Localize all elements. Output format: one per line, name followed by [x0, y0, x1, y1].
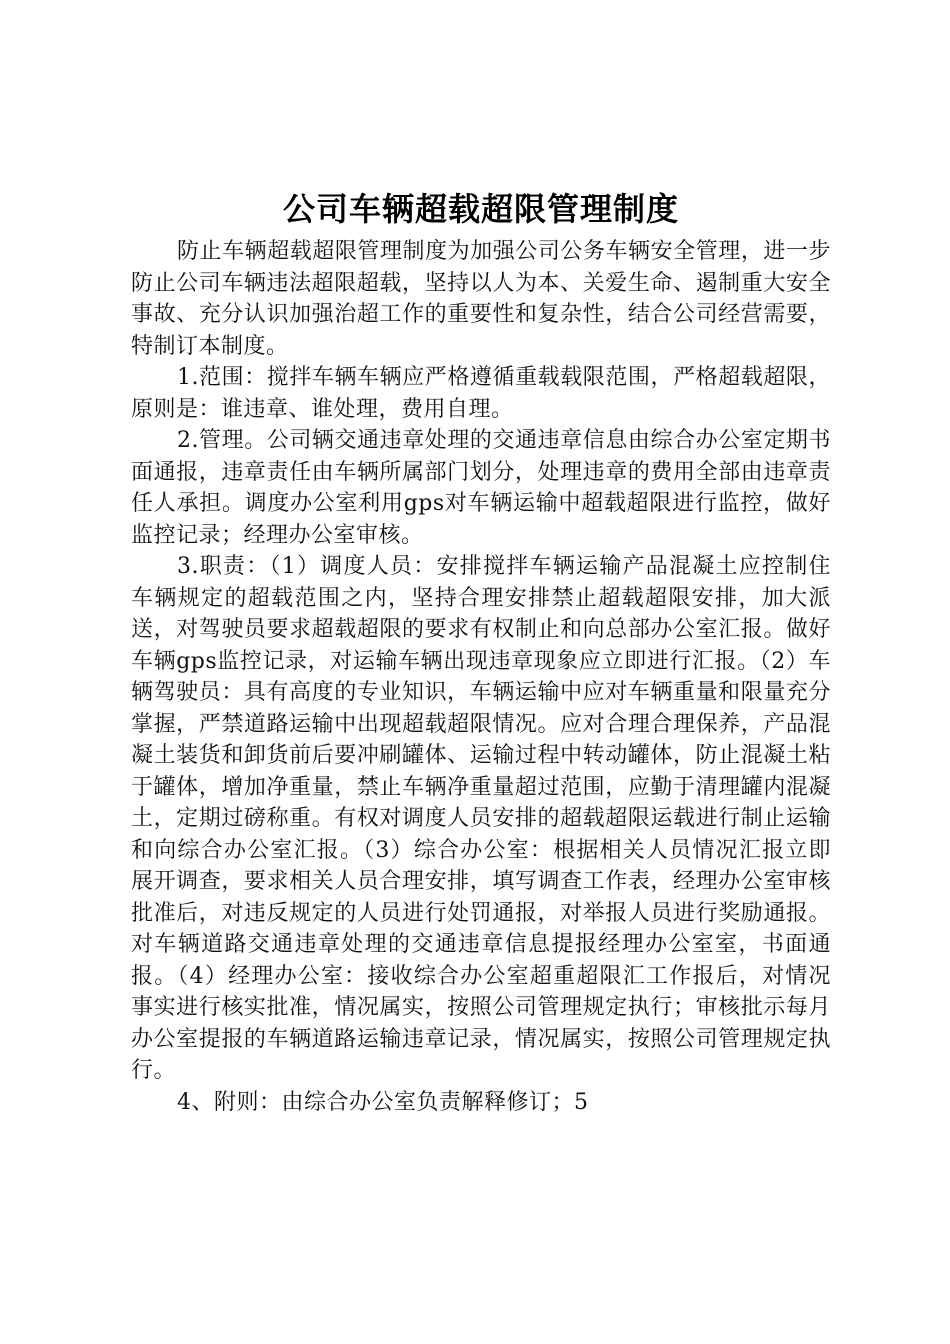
paragraph-duties: 3.职责：（1）调度人员：安排搅拌车辆运输产品混凝土应控制住车辆规定的超载范围之内，坚持合理安排禁止超载超限安排，加大派送，对驾驶员要求超载超限的要求有权制止和向总部办公室汇报。做好车辆gps监控记录，对运输车辆出现违章现象应立即进行汇报。（2）车辆驾驶员：具有高度的专业知识，车辆运输中应对车辆重量和限量充分掌握，严禁道路运输中出现超载超限情况。应对合理合理保养，产品混凝土装货和卸货前后要冲刷罐体、运输过程中转动罐体，防止混凝土粘于罐体，增加净重量，禁止车辆净重量超过范围，应勤于清理罐内混凝土，定期过磅称重。有权对调度人员安排的超载超限运载进行制止运输和向综合办公室汇报。（3）综合办公室：根据相关人员情况汇报立即展开调查，要求相关人员合理安排，填写调查工作表，经理办公室审核批准后，对违反规定的人员进行处罚通报，对举报人员进行奖励通报。对车辆道路交通违章处理的交通违章信息提报经理办公室室，书面通报。（4）经理办公室：接收综合办公室超重超限汇工作报后，对情况事实进行核实批准，情况属实，按照公司管理规定执行；审核批示每月办公室提报的车辆道路运输违章记录，情况属实，按照公司管理规定执行。	[131, 554, 831, 1083]
paragraph-scope: 1.范围：搅拌车辆车辆应严格遵循重载载限范围，严格超载超限，原则是：谁违章、谁处理，费用自理。	[131, 365, 831, 422]
document-title: 公司车辆超载超限管理制度	[282, 190, 679, 228]
paragraph-management: 2.管理。公司辆交通违章处理的交通违章信息由综合办公室定期书面通报，违章责任由车辆所属部门划分，处理违章的费用全部由违章责任人承担。调度办公室利用gps对车辆运输中超载超限进行监控，做好监控记录；经理办公室审核。	[131, 428, 831, 548]
paragraph-intro: 防止车辆超载超限管理制度为加强公司公务车辆安全管理，进一步防止公司车辆违法超限超载，坚持以人为本、关爱生命、遏制重大安全事故、充分认识加强治超工作的重要性和复杂性，结合公司经营需要，特制订本制度。	[131, 239, 831, 359]
document-body	[131, 186, 831, 1118]
paragraph-appendix: 4、附则：由综合办公室负责解释修订；5	[177, 1089, 589, 1115]
